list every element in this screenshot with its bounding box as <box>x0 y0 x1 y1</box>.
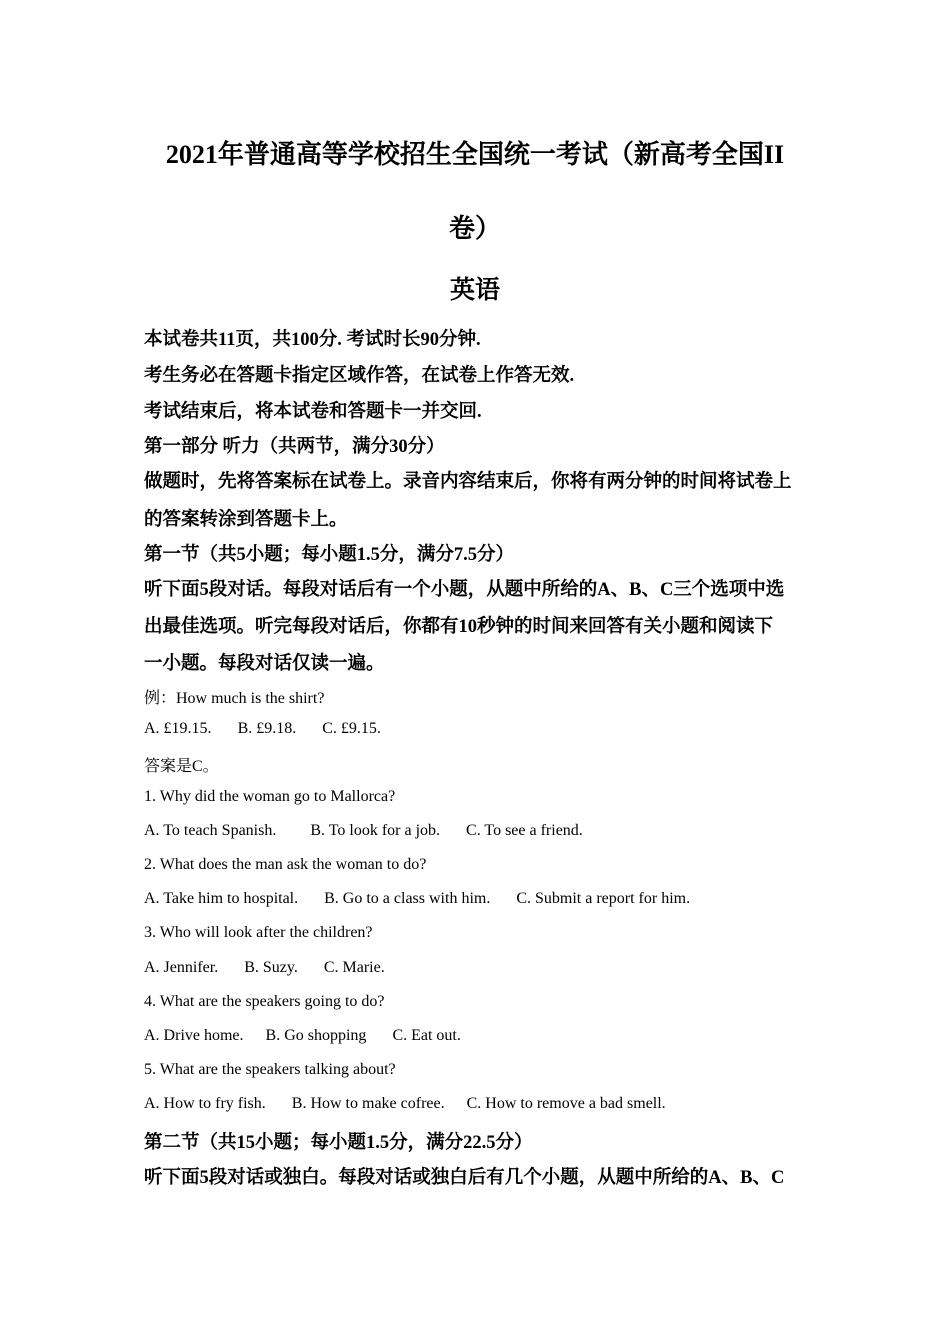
option-b: B. Go to a class with him. <box>324 890 491 907</box>
exam-title-line1: 2021年普通高等学校招生全国统一考试（新高考全国II <box>165 140 785 169</box>
section2-heading: 第二节（共15小题；每小题1.5分，满分22.5分） <box>144 1133 533 1153</box>
question-4: 4. What are the speakers going to do? <box>144 993 385 1010</box>
question-3: 3. Who will look after the children? <box>144 924 373 941</box>
option-c: C. How to remove a bad smell. <box>466 1095 666 1112</box>
option-a: A. How to fry fish. <box>144 1095 266 1112</box>
option-c: C. To see a friend. <box>466 822 583 839</box>
example-answer: 答案是C。 <box>144 758 219 775</box>
option-c: C. £9.15. <box>322 720 381 737</box>
part1-intro-line2: 的答案转涂到答题卡上。 <box>144 510 348 530</box>
question-4-options <box>144 1027 461 1045</box>
instruction-1: 本试卷共11页，共100分. 考试时长90分钟. <box>144 330 481 350</box>
option-a: A. Drive home. <box>144 1027 244 1044</box>
option-b: B. To look for a job. <box>310 822 441 839</box>
section1-directions-line1: 听下面5段对话。每段对话后有一个小题，从题中所给的A、B、C三个选项中选 <box>144 580 785 600</box>
question-1-options <box>144 822 583 840</box>
instruction-2: 考生务必在答题卡指定区域作答，在试卷上作答无效. <box>144 366 575 386</box>
option-c: C. Marie. <box>323 959 385 976</box>
option-b: B. £9.18. <box>237 720 297 737</box>
example-options <box>144 720 381 738</box>
part1-heading: 第一部分 听力（共两节，满分30分） <box>144 437 445 457</box>
question-2: 2. What does the man ask the woman to do? <box>144 856 427 873</box>
section1-directions-line3: 一小题。每段对话仅读一遍。 <box>144 654 385 674</box>
option-b: B. Go shopping <box>265 1027 367 1044</box>
section1-heading: 第一节（共5小题；每小题1.5分，满分7.5分） <box>144 545 515 565</box>
instruction-3: 考试结束后，将本试卷和答题卡一并交回. <box>144 402 482 422</box>
option-a: A. Take him to hospital. <box>144 890 299 907</box>
option-b: B. Suzy. <box>244 959 298 976</box>
question-5: 5. What are the speakers talking about? <box>144 1061 396 1078</box>
section2-directions-line1: 听下面5段对话或独白。每段对话或独白后有几个小题，从题中所给的A、B、C <box>144 1168 785 1188</box>
question-2-options <box>144 890 690 908</box>
question-3-options <box>144 959 385 977</box>
option-a: A. To teach Spanish. <box>144 822 277 839</box>
section1-directions-line2: 出最佳选项。听完每段对话后，你都有10秒钟的时间来回答有关小题和阅读下 <box>144 617 774 637</box>
subject-heading: 英语 <box>449 277 500 304</box>
option-c: C. Submit a report for him. <box>516 890 691 907</box>
option-a: A. Jennifer. <box>144 959 219 976</box>
part1-intro-line1: 做题时，先将答案标在试卷上。录音内容结束后，你将有两分钟的时间将试卷上 <box>144 472 792 492</box>
option-b: B. How to make cofree. <box>291 1095 445 1112</box>
option-a: A. £19.15. <box>144 720 212 737</box>
question-1: 1. Why did the woman go to Mallorca? <box>144 788 396 805</box>
exam-title-line2: 卷） <box>448 214 501 243</box>
example-question: 例：How much is the shirt? <box>144 690 325 707</box>
question-5-options <box>144 1095 666 1113</box>
option-c: C. Eat out. <box>392 1027 461 1044</box>
